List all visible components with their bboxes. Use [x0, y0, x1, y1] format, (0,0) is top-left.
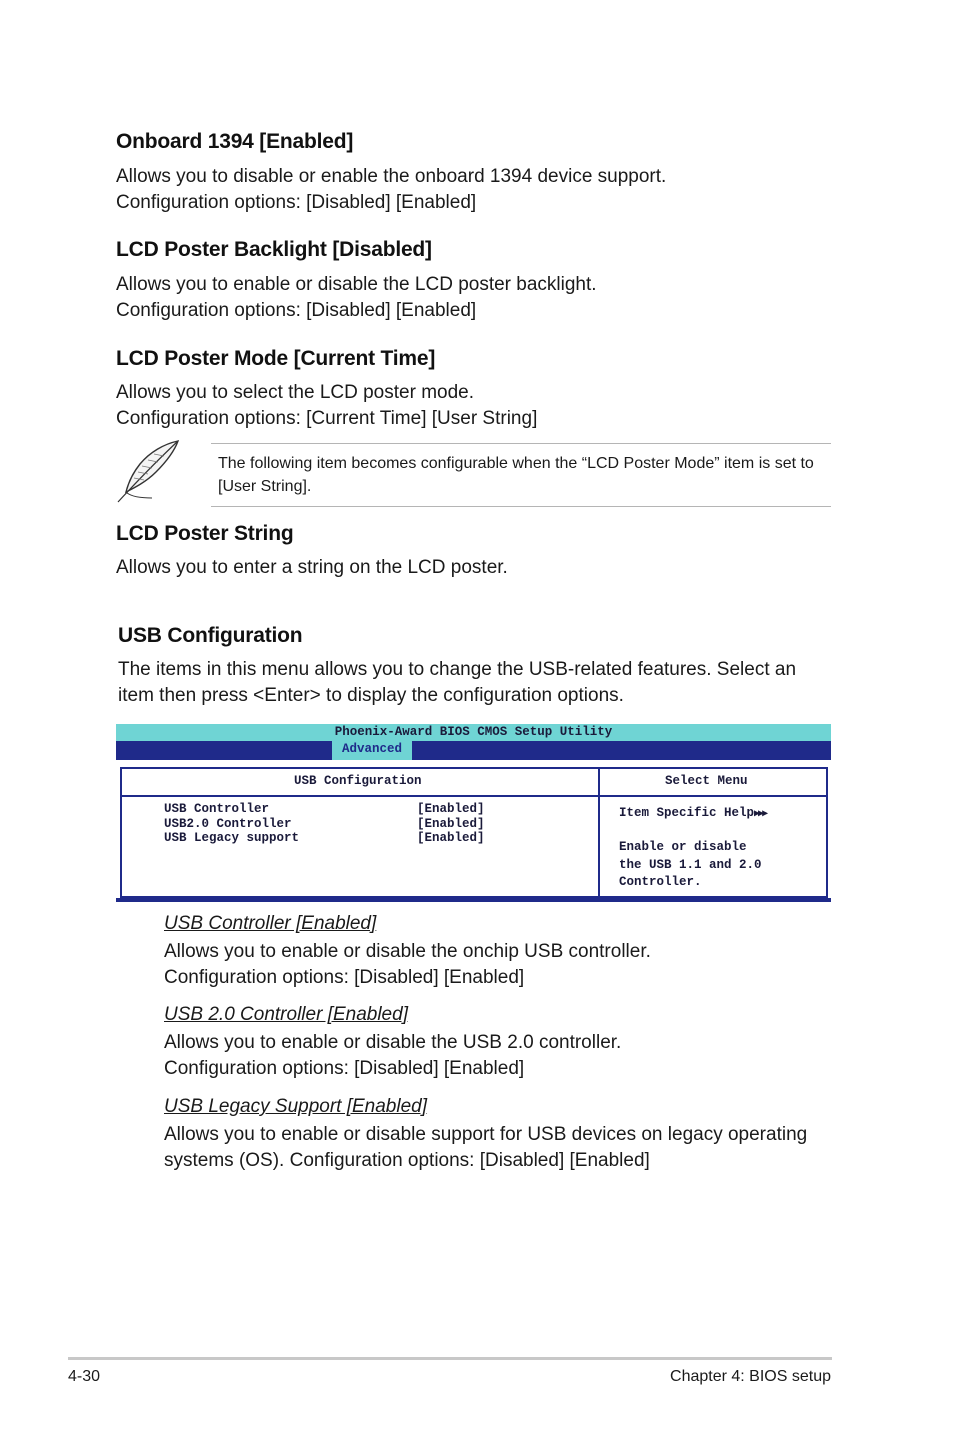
usb-controller-options: Configuration options: [Disabled] [Enabled] [164, 967, 525, 988]
lcd-mode-options: Configuration options: [Current Time] [User String] [116, 408, 538, 429]
lcd-backlight-options: Configuration options: [Disabled] [Enabled] [116, 300, 477, 321]
note-text: The following item becomes configurable when the “LCD Poster Mode” item is set to [User String]. [218, 455, 814, 495]
usb2-controller-options: Configuration options: [Disabled] [Enabled] [164, 1058, 525, 1079]
triple-arrow-icon: ▶▶▶ [754, 809, 767, 820]
bios-item-usb-legacy[interactable]: USB Legacy support [164, 831, 300, 845]
bios-help-line-1: Enable or disable [619, 840, 747, 854]
lcd-string-description: Allows you to enter a string on the LCD poster. [116, 557, 508, 578]
usb-controller-description: Allows you to enable or disable the onchip USB controller. [164, 941, 651, 962]
bios-item-usb-controller[interactable]: USB Controller [164, 802, 270, 816]
bios-left-header: USB Configuration [294, 774, 422, 788]
usb-legacy-description: Allows you to enable or disable support for USB devices on legacy operating [164, 1124, 808, 1145]
onboard-1394-heading: Onboard 1394 [Enabled] [116, 130, 354, 153]
lcd-string-heading: LCD Poster String [116, 522, 294, 545]
usb-legacy-options: systems (OS). Configuration options: [Disabled] [Enabled] [164, 1150, 650, 1171]
bios-screen [116, 724, 831, 902]
lcd-mode-heading: LCD Poster Mode [Current Time] [116, 347, 436, 370]
lcd-backlight-heading: LCD Poster Backlight [Disabled] [116, 238, 432, 261]
bios-tab-advanced[interactable]: Advanced [332, 741, 412, 760]
usb2-controller-subheading: USB 2.0 Controller [Enabled] [164, 1004, 408, 1025]
bios-title: Phoenix-Award BIOS CMOS Setup Utility [116, 724, 831, 741]
usb-legacy-subheading: USB Legacy Support [Enabled] [164, 1096, 428, 1117]
bios-help-line-2: the USB 1.1 and 2.0 [619, 858, 762, 872]
bios-item-usb-controller-value[interactable]: [Enabled] [417, 802, 485, 816]
bios-menu-bar [116, 741, 831, 760]
lcd-backlight-description: Allows you to enable or disable the LCD poster backlight. [116, 274, 597, 295]
bios-help-title: Item Specific Help▶▶▶ [619, 806, 767, 820]
bios-right-header: Select Menu [665, 774, 748, 788]
page-number: 4-30 [68, 1368, 101, 1385]
footer-rule [68, 1357, 832, 1360]
usb-controller-subheading: USB Controller [Enabled] [164, 913, 377, 934]
bios-help-line-3: Controller. [619, 875, 702, 889]
bios-item-usb2-controller[interactable]: USB2.0 Controller [164, 817, 292, 831]
bios-divider-horizontal [120, 795, 828, 797]
usb-config-heading: USB Configuration [118, 624, 303, 647]
onboard-1394-description: Allows you to disable or enable the onboard 1394 device support. [116, 166, 667, 187]
lcd-mode-description: Allows you to select the LCD poster mode. [116, 382, 475, 403]
bios-item-usb2-controller-value[interactable]: [Enabled] [417, 817, 485, 831]
feather-pen-icon [112, 438, 184, 506]
usb2-controller-description: Allows you to enable or disable the USB 2.0 controller. [164, 1032, 622, 1053]
bios-item-usb-legacy-value[interactable]: [Enabled] [417, 831, 485, 845]
bios-divider-vertical [598, 767, 600, 898]
onboard-1394-options: Configuration options: [Disabled] [Enabled] [116, 192, 477, 213]
chapter-title: Chapter 4: BIOS setup [670, 1368, 831, 1385]
usb-config-description-2: item then press <Enter> to display the configuration options. [118, 685, 624, 706]
bios-bottom-border [116, 898, 831, 902]
usb-config-description-1: The items in this menu allows you to change the USB-related features. Select an [118, 659, 797, 680]
